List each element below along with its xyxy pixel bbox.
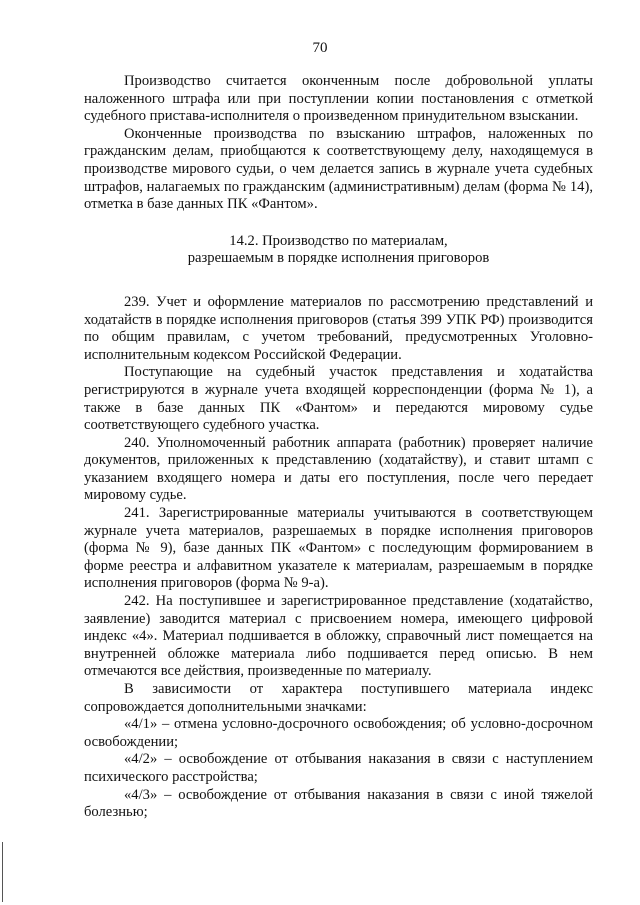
paragraph-incoming-registration: Поступающие на судебный участок представления и ходатайства регистрируются в журнале учета входящей корреспонденции (форма № 1), а также в базе данных ПК «Фантом» и передаются мировому судье соответствующего судебного участка.: [84, 364, 593, 434]
section-heading-line1: 14.2. Производство по материалам,: [229, 232, 448, 249]
list-item-4-1: «4/1» – отмена условно-досрочного освобождения; об условно-досрочном освобождении;: [84, 716, 593, 750]
section-heading-line2: разрешаемым в порядке исполнения приговоров: [187, 250, 490, 267]
list-item-4-3: «4/3» – освобождение от отбывания наказания в связи с иной тяжелой болезнью;: [84, 786, 593, 821]
list-item-4-2: «4/2» – освобождение от отбывания наказания в связи с наступлением психического расстройства;: [84, 751, 593, 785]
paragraph-241: 241. Зарегистрированные материалы учитываются в соответствующем журнале учета материалов, разрешаемых в порядке исполнения приговоров (форма № 9), базе данных ПК «Фантом» с последующим формированием в форме реестра и алфавитном указателе к материалам, разрешаемым в порядке исполнения приговоров (форма № 9-а).: [84, 505, 593, 592]
paragraph-242: 242. На поступившее и зарегистрированное представление (ходатайство, заявление) заводится материал с присвоением номера, имеющего цифровой индекс «4». Материал подшивается в обложку, справочный лист помещается на внутренней обложке материала либо подшивается перед описью. В нем отмечаются все действия, произведенные по материалу.: [84, 593, 593, 680]
paragraph-completed-proceedings: Оконченные производства по взысканию штрафов, наложенных по гражданским делам, приобщаются к соответствующему делу, находящемуся в производстве мирового судьи, о чем делается запись в журнале учета судебных штрафов, налагаемых по гражданским (административным) делам (форма № 14), отметка в базе данных ПК «Фантом».: [84, 125, 593, 213]
paragraph-240: 240. Уполномоченный работник аппарата (работник) проверяет наличие документов, приложенных к представлению (ходатайству), и ставит штамп с указанием входящего номера и даты его поступления, после чего передает мировому судье.: [84, 434, 593, 504]
document-body: [84, 73, 593, 822]
paragraph-index-marks: В зависимости от характера поступившего материала индекс сопровождается дополнительными значками:: [84, 681, 593, 715]
scan-edge-line: [2, 842, 3, 902]
section-heading: [84, 233, 593, 268]
paragraph-239: 239. Учет и оформление материалов по рассмотрению представлений и ходатайств в порядке исполнения приговоров (статья 399 УПК РФ) производится по общим правилам, с учетом требований, предусмотренных Уголовно-исполнительным кодексом Российской Федерации.: [84, 293, 593, 363]
paragraph-completion: Производство считается оконченным после добровольной уплаты наложенного штрафа или при поступлении копии постановления с отметкой судебного пристава-исполнителя о произведенном принудительном взыскании.: [84, 73, 593, 125]
page-number: 70: [312, 40, 328, 56]
